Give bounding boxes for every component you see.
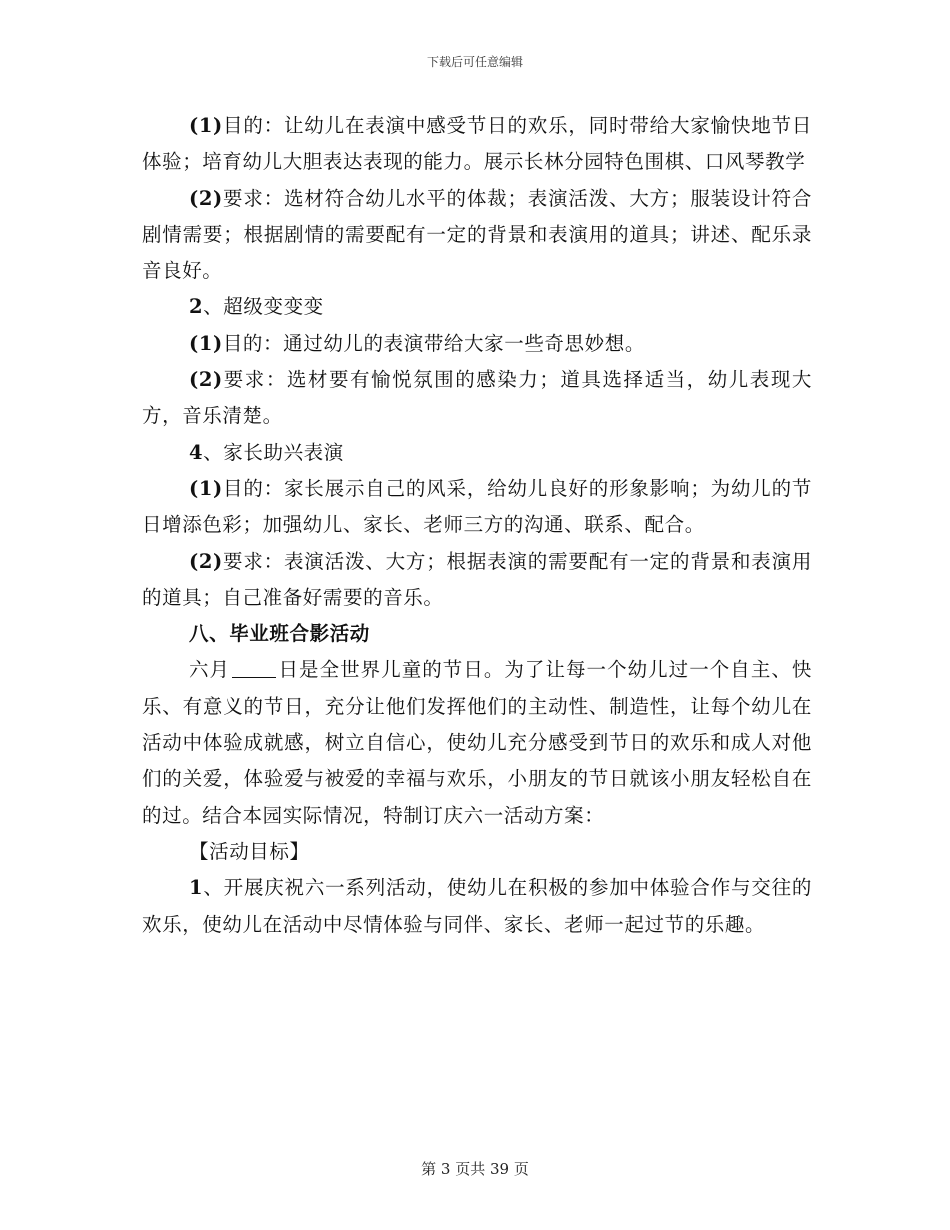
goal-heading: 【活动目标】 <box>189 839 310 863</box>
intro-paragraph <box>142 652 812 833</box>
paragraph-6 <box>142 544 812 617</box>
paragraph-text: 目的：家长展示自己的风采，给幼儿良好的形象影响；为幼儿的节日增添色彩；加强幼儿、家长、老师三方的沟通、联系、配合。 <box>142 476 812 537</box>
item-marker: (1) <box>189 114 223 137</box>
item-marker: 4 <box>189 440 204 464</box>
item-marker: 1 <box>189 876 204 900</box>
paragraph-4 <box>142 362 812 435</box>
paragraph-text: 目的：通过幼儿的表演带给大家一些奇思妙想。 <box>222 331 645 355</box>
goal-item-1 <box>142 870 812 943</box>
paragraph-text: 要求：选材符合幼儿水平的体裁；表演活泼、大方；服装设计符合剧情需要；根据剧情的需要配有一定的背景和表演用的道具；讲述、配乐录音良好。 <box>142 186 812 283</box>
subheading-2 <box>142 289 812 325</box>
subheading-text: 、超级变变变 <box>203 295 324 319</box>
paragraph-text: 要求：选材要有愉悦氛围的感染力；道具选择适当，幼儿表现大方，音乐清楚。 <box>142 368 812 428</box>
paragraph-text: 目的：让幼儿在表演中感受节日的欢乐，同时带给大家愉快地节日体验；培育幼儿大胆表达表现的能力。展示长林分园特色围棋、口风琴教学 <box>142 114 812 174</box>
paragraph-3 <box>142 326 812 362</box>
document-body <box>142 108 812 943</box>
item-marker: (2) <box>189 549 223 573</box>
item-marker: 2 <box>189 295 204 319</box>
intro-text-rest: 日是全世界儿童的节日。为了让每一个幼儿过一个自主、快乐、有意义的节日，充分让他们发挥他们的主动性、制造性，让每个幼儿在活动中体验成就感，树立自信心，使幼儿充分感受到节日的欢乐和成人对他们的关爱，体验爱与被爱的幸福与欢乐，小朋友的节日就该小朋友轻松自在的过。结合本园实际情况，特制订庆六一活动方案： <box>142 658 812 827</box>
subheading-text: 、家长助兴表演 <box>203 440 344 464</box>
goal-text: 、开展庆祝六一系列活动，使幼儿在积极的参加中体验合作与交往的欢乐，使幼儿在活动中尽情体验与同伴、家长、老师一起过节的乐趣。 <box>142 876 812 936</box>
item-marker: (2) <box>189 186 223 210</box>
paragraph-1 <box>142 108 812 181</box>
section-title: 八、毕业班合影活动 <box>189 622 370 646</box>
paragraph-2 <box>142 181 812 290</box>
item-marker: (1) <box>189 476 223 500</box>
intro-text-start: 六月 <box>189 658 231 682</box>
item-marker: (1) <box>189 331 223 355</box>
page-header: 下载后可任意编辑 <box>426 55 523 69</box>
paragraph-5 <box>142 471 812 544</box>
page-footer: 第 3 页共 39 页 <box>421 1160 529 1178</box>
paragraph-text: 要求：表演活泼、大方；根据表演的需要配有一定的背景和表演用的道具；自己准备好需要的音乐。 <box>142 549 812 609</box>
subheading-4 <box>142 435 812 471</box>
item-marker: (2) <box>189 368 223 392</box>
fill-in-blank <box>232 659 276 678</box>
